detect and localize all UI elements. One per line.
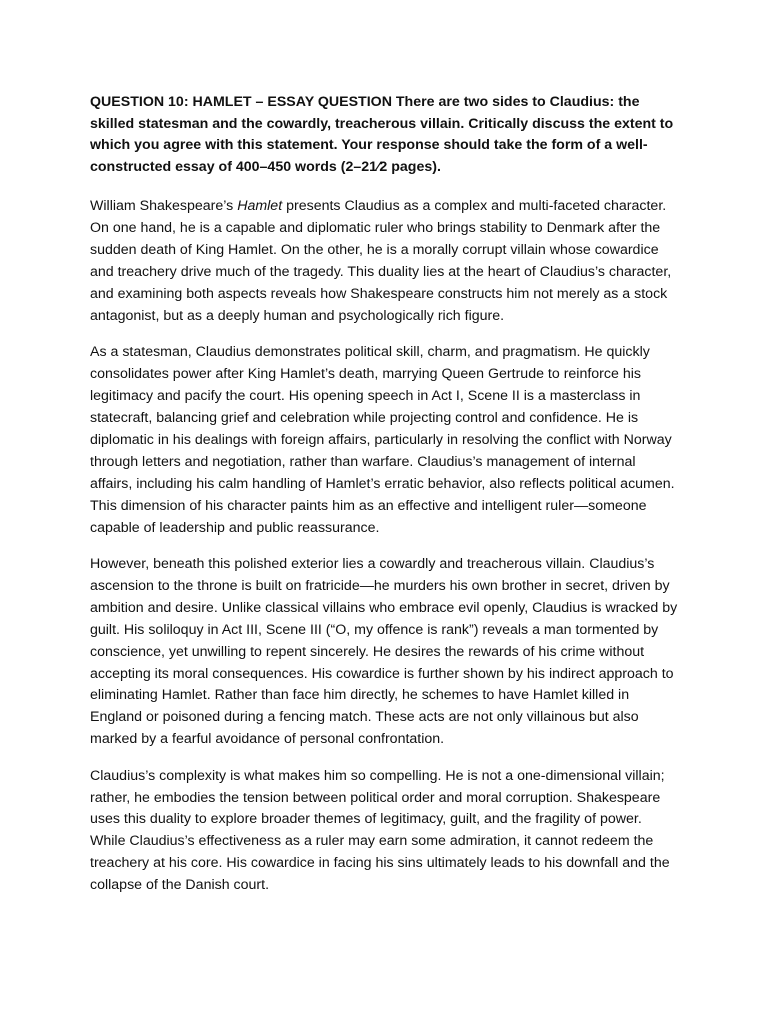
intro-text-start: William Shakespeare’s: [90, 198, 238, 215]
paragraph-villain: However, beneath this polished exterior lies a cowardly and treacherous villain. Claudius’s ascension to the throne is built on fratricide—he murders his own brother in secret, driven by ambition and desire. Unlike classical villains who embrace evil openly, Claudius is wracked by guilt. His soliloquy in Act III, Scene III (“O, my offence is rank”) reveals a man tormented by conscience, yet unwilling to repent sincerely. He desires the rewards of his crime without accepting its moral consequences. His cowardice is further shown by his indirect approach to eliminating Hamlet. Rather than face him directly, he schemes to have Hamlet killed in England or poisoned during a fencing match. These acts are not only villainous but also marked by a fearful avoidance of personal confrontation.: [90, 555, 678, 748]
essay-question: QUESTION 10: HAMLET – ESSAY QUESTION There are two sides to Claudius: the skilled statesman and the cowardly, treacherous villain. Critically discuss the extent to which you agree with this statement. Your response should take the form of a well-constructed essay of 400–450 words (2–21⁄2 pages).: [90, 94, 674, 175]
intro-text-rest: presents Claudius as a complex and multi-faceted character. On one hand, he is a capable and diplomatic ruler who brings stability to Denmark after the sudden death of King Hamlet. On the other, he is a morally corrupt villain whose cowardice and treachery drive much of the tragedy. This duality lies at the heart of Claudius’s character, and examining both aspects reveals how Shakespeare constructs him not merely as a stock antagonist, but as a deeply human and psychologically rich figure.: [90, 198, 672, 324]
paragraph-conclusion: Claudius’s complexity is what makes him so compelling. He is not a one-dimensional villain; rather, he embodies the tension between political order and moral corruption. Shakespeare uses this duality to explore broader themes of legitimacy, guilt, and the fragility of power. While Claudius’s effectiveness as a ruler may earn some admiration, it cannot redeem the treachery at his core. His cowardice in facing his sins ultimately leads to his downfall and the collapse of the Danish court.: [90, 767, 670, 894]
paragraph-statesman: As a statesman, Claudius demonstrates political skill, charm, and pragmatism. He quickly consolidates power after King Hamlet’s death, marrying Queen Gertrude to reinforce his legitimacy and pacify the court. His opening speech in Act I, Scene II is a masterclass in statecraft, balancing grief and celebration while projecting control and confidence. He is diplomatic in his dealings with foreign affairs, particularly in resolving the conflict with Norway through letters and negotiation, rather than warfare. Claudius’s management of internal affairs, including his calm handling of Hamlet’s erratic behavior, also reflects political acumen. This dimension of his character paints him as an effective and intelligent ruler—someone capable of leadership and public reassurance.: [90, 344, 675, 536]
essay-page: [90, 92, 680, 912]
paragraph-introduction: [90, 196, 680, 327]
play-title: Hamlet: [237, 198, 283, 215]
